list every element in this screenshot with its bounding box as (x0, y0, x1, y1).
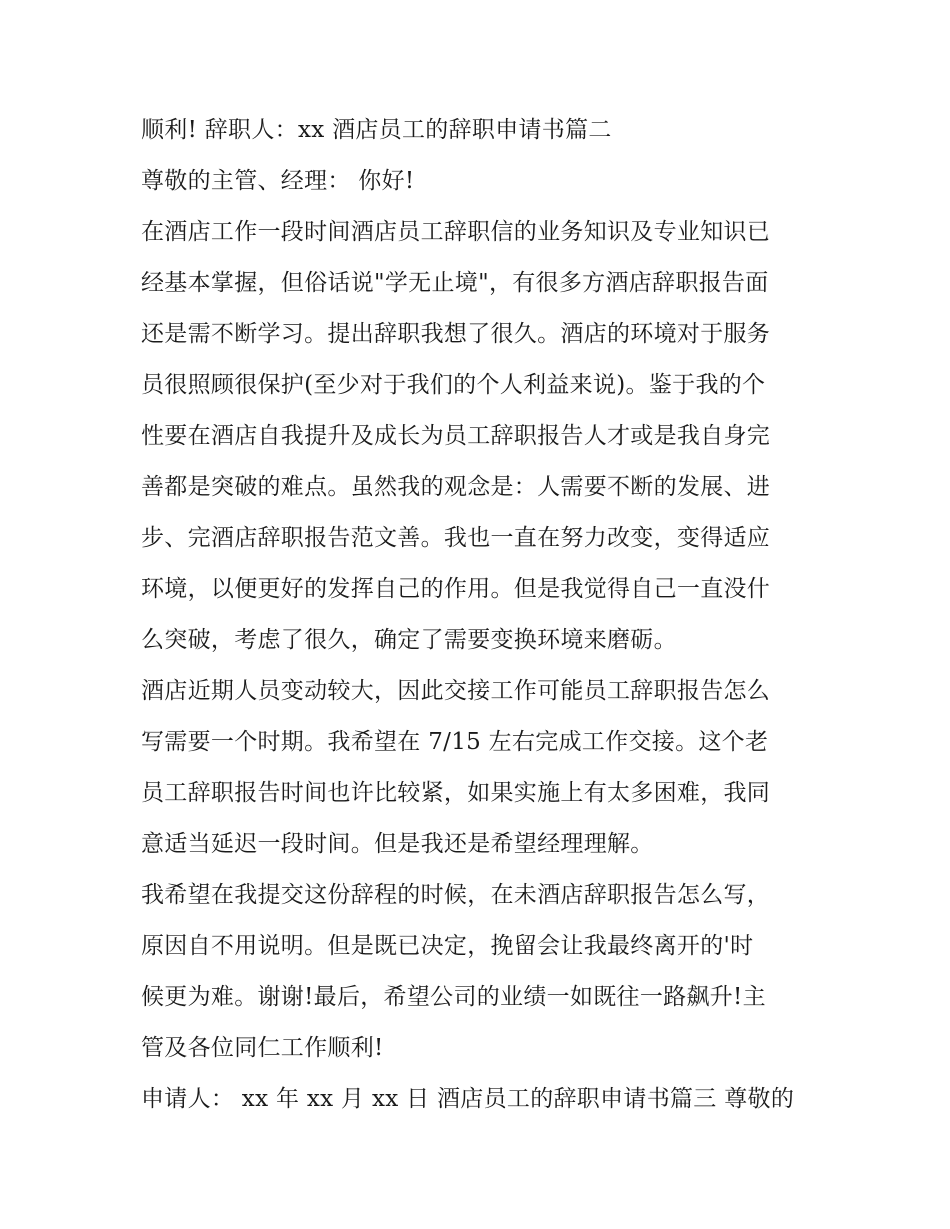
text-line-3: 在酒店工作一段时间酒店员工辞职信的业务知识及专业知识已 (141, 219, 771, 245)
text-line-6: 员很照顾很保护(至少对于我们的个人利益来说)。鉴于我的个 (141, 372, 766, 398)
text-line-1: 顺利! 辞职人：xx 酒店员工的辞职申请书篇二 (141, 117, 612, 143)
text-line-9: 步、完酒店辞职报告范文善。我也一直在努力改变，变得适应 (141, 525, 771, 551)
text-line-5: 还是需不断学习。提出辞职我想了很久。酒店的环境对于服务 (141, 321, 771, 347)
text-line-15: 意适当延迟一段时间。但是我还是希望经理理解。 (141, 831, 654, 857)
text-line-13: 写需要一个时期。我希望在 7/15 左右完成工作交接。这个老 (141, 729, 769, 755)
text-line-16: 我希望在我提交这份辞程的时候，在未酒店辞职报告怎么写， (141, 882, 771, 908)
text-line-10: 环境，以便更好的发挥自己的作用。但是我觉得自己一直没什 (141, 576, 771, 602)
text-line-2: 尊敬的主管、经理： 你好! (141, 168, 415, 194)
text-line-14: 员工辞职报告时间也许比较紧，如果实施上有太多困难，我同 (141, 780, 771, 806)
text-line-18: 候更为难。谢谢!最后，希望公司的业绩一如既往一路飙升!主 (141, 984, 766, 1010)
text-line-11: 么突破，考虑了很久，确定了需要变换环境来磨砺。 (141, 627, 677, 653)
text-line-17: 原因自不用说明。但是既已决定，挽留会让我最终离开的'时 (141, 933, 754, 959)
text-line-7: 性要在酒店自我提升及成长为员工辞职报告人才或是我自身完 (141, 423, 771, 449)
text-line-20: 申请人： xx 年 xx 月 xx 日 酒店员工的辞职申请书篇三 尊敬的 (141, 1086, 795, 1112)
text-line-8: 善都是突破的难点。虽然我的观念是：人需要不断的发展、进 (141, 474, 771, 500)
text-line-4: 经基本掌握，但俗话说"学无止境"，有很多方酒店辞职报告面 (141, 270, 769, 296)
text-line-12: 酒店近期人员变动较大，因此交接工作可能员工辞职报告怎么 (141, 678, 771, 704)
text-line-19: 管及各位同仁工作顺利! (141, 1035, 384, 1061)
